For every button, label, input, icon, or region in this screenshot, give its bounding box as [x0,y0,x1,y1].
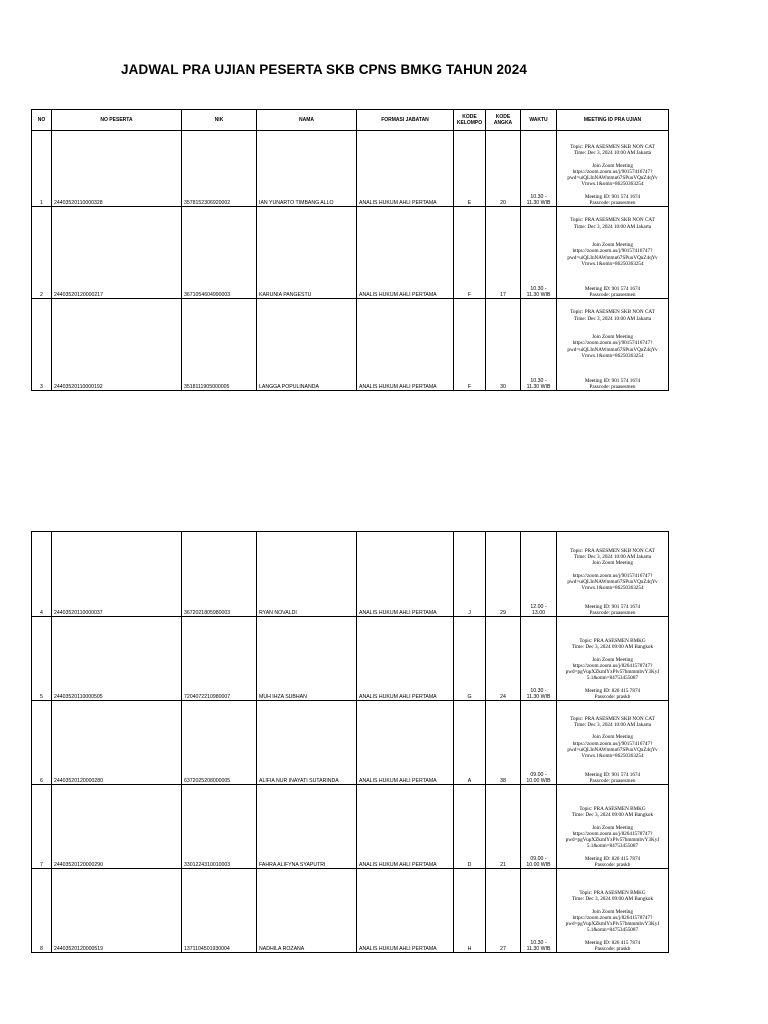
cell-nama: ALIFIA NUR INAYATI SUTARINDA [257,701,357,785]
cell-waktu: 10.30 - 11.30 WIB [521,617,557,701]
header-kode-angka: KODE ANGKA [486,110,521,131]
cell-nik: 6372025208000005 [182,701,257,785]
cell-nik: 3672021805980003 [182,532,257,617]
cell-no-peserta: 24403520120000280 [52,701,182,785]
cell-no-peserta: 24403520110000328 [52,131,182,207]
cell-nik: 7204072210980007 [182,617,257,701]
header-meeting: MEETING ID PRA UJIAN [557,110,669,131]
cell-nik: 3671054604990003 [182,207,257,299]
cell-angka: 17 [486,207,521,299]
cell-waktu: 10.30 - 11.30 WIB [521,869,557,953]
table-header-row [32,110,669,131]
cell-no-peserta: 24403520110000192 [52,299,182,391]
cell-kelompok: E [454,131,486,207]
cell-meeting: Topic: PRA ASESMEN BMKG Time: Dec 3, 2024 09:00 AM Bangkok Join Zoom Meeting https://zoom.zoom.us/j/82641578747? pwd=pgVupXZkmlYxPlv57bmmmbvY3KyJ 5.1&omn=84753455087 Meeting ID: 826 415 7874 Passcode: praskb [557,869,669,953]
table-row [32,701,669,785]
cell-no: 2 [32,207,52,299]
cell-kelompok: F [454,299,486,391]
cell-meeting: Topic: PRA ASESMEN SKB NON CAT Time: Dec 3, 2024 10:00 AM Jakarta Join Zoom Meeting https://zoom.zoom.us/j/90157416747? pwd=uiQLInNAWmmu67SPuuVQuZ4qYv Vmws.1&omn=86250363254 Meeting ID: 901 574 1674 Passcode: praasesmen [557,532,669,617]
cell-waktu: 10.30 - 11.30 WIB [521,299,557,391]
cell-no: 1 [32,131,52,207]
cell-angka: 21 [486,785,521,869]
cell-meeting: Topic: PRA ASESMEN SKB NON CAT Time: Dec 3, 2024 10:00 AM Jakarta Join Zoom Meeting https://zoom.zoom.us/j/90157416747? pwd=uiQLInNAWmmu67SPuuVQuZ4qYv Vmws.1&omn=86250363254 Meeting ID: 901 574 1674 Passcode: praasesmen [557,131,669,207]
cell-no: 3 [32,299,52,391]
cell-meeting: Topic: PRA ASESMEN BMKG Time: Dec 3, 2024 09:00 AM Bangkok Join Zoom Meeting https://zoom.zoom.us/j/82641578747? pwd=pgVupXZkmlYxPlv57bmmmbvY3KyJ 5.1&omn=84753455087 Meeting ID: 826 415 7874 Passcode: praskb [557,617,669,701]
cell-waktu: 10.30 - 11.30 WIB [521,131,557,207]
cell-formasi: ANALIS HUKUM AHLI PERTAMA [357,785,454,869]
cell-nama: KARUNIA PANGESTU [257,207,357,299]
cell-nik: 3578152306920002 [182,131,257,207]
cell-kelompok: G [454,617,486,701]
schedule-table-part-1 [31,109,669,391]
cell-nik: 1371104501930004 [182,869,257,953]
cell-meeting: Topic: PRA ASESMEN BMKG Time: Dec 3, 2024 09:00 AM Bangkok Join Zoom Meeting https://zoom.zoom.us/j/82641578747? pwd=pgVupXZkmlYxPlv57bmmmbvY3KyJ 5.1&omn=84753455087 Meeting ID: 826 415 7874 Passcode: praskb [557,785,669,869]
cell-formasi: ANALIS HUKUM AHLI PERTAMA [357,701,454,785]
cell-kelompok: F [454,207,486,299]
cell-meeting: Topic: PRA ASESMEN SKB NON CAT Time: Dec 3, 2024 10:00 AM Jakarta Join Zoom Meeting https://zoom.zoom.us/j/90157416747? pwd=uiQLInNAWmmu67SPuuVQuZ4qYv Vmws.1&omn=86250363254 Meeting ID: 901 574 1674 Passcode: praasesmen [557,207,669,299]
cell-formasi: ANALIS HUKUM AHLI PERTAMA [357,131,454,207]
table-row [32,785,669,869]
cell-kelompok: A [454,701,486,785]
cell-nik: 3301224310010003 [182,785,257,869]
cell-waktu: 12.00 - 13.00 [521,532,557,617]
cell-no: 7 [32,785,52,869]
table-row [32,532,669,617]
cell-nama: NADHILA ROZANA [257,869,357,953]
cell-kelompok: D [454,785,486,869]
cell-kelompok: J [454,532,486,617]
cell-nama: MUH IHZA SUBHAN [257,617,357,701]
cell-meeting: Topic: PRA ASESMEN SKB NON CAT Time: Dec 3, 2024 10:00 AM Jakarta Join Zoom Meeting https://zoom.zoom.us/j/90157416747? pwd=uiQLInNAWmmu67SPuuVQuZ4qYv Vmws.1&omn=86250363254 Meeting ID: 901 574 1674 Passcode: praasesmen [557,701,669,785]
cell-waktu: 09.00 - 10.00 WIB [521,785,557,869]
table-row [32,617,669,701]
cell-formasi: ANALIS HUKUM AHLI PERTAMA [357,207,454,299]
cell-no-peserta: 24403520110000505 [52,617,182,701]
cell-no: 6 [32,701,52,785]
cell-waktu: 10.30 - 11.30 WIB [521,207,557,299]
table-row [32,299,669,391]
cell-angka: 24 [486,617,521,701]
table-row [32,207,669,299]
cell-no: 8 [32,869,52,953]
cell-no-peserta: 24403520120000290 [52,785,182,869]
table-row [32,869,669,953]
cell-nik: 3518111905000005 [182,299,257,391]
schedule-table-part-2 [31,531,669,953]
cell-angka: 27 [486,869,521,953]
cell-no-peserta: 24403520110000037 [52,532,182,617]
cell-angka: 20 [486,131,521,207]
cell-formasi: ANALIS HUKUM AHLI PERTAMA [357,532,454,617]
cell-no-peserta: 24403520120000217 [52,207,182,299]
cell-nama: IAN YUNARTO TIMBANG ALLO [257,131,357,207]
cell-angka: 29 [486,532,521,617]
header-waktu: WAKTU [521,110,557,131]
page-title: JADWAL PRA UJIAN PESERTA SKB CPNS BMKG TAHUN 2024 [121,62,527,77]
table-row [32,131,669,207]
cell-formasi: ANALIS HUKUM AHLI PERTAMA [357,617,454,701]
cell-no: 5 [32,617,52,701]
cell-meeting: Topic: PRA ASESMEN SKB NON CAT Time: Dec 3, 2024 10:00 AM Jakarta Join Zoom Meeting https://zoom.zoom.us/j/90157416747? pwd=uiQLInNAWmmu67SPuuVQuZ4qYv Vmws.1&omn=86250363254 Meeting ID: 901 574 1674 Passcode: praasesmen [557,299,669,391]
header-formasi: FORMASI JABATAN [357,110,454,131]
cell-formasi: ANALIS HUKUM AHLI PERTAMA [357,299,454,391]
header-no: NO [32,110,52,131]
header-no-peserta: NO PESERTA [52,110,182,131]
cell-no-peserta: 24403520120000519 [52,869,182,953]
header-nama: NAMA [257,110,357,131]
cell-angka: 38 [486,701,521,785]
cell-nama: LANGGA POPULINANDA [257,299,357,391]
cell-nama: RYAN NOVALDI [257,532,357,617]
header-nik: NIK [182,110,257,131]
cell-formasi: ANALIS HUKUM AHLI PERTAMA [357,869,454,953]
cell-angka: 30 [486,299,521,391]
cell-kelompok: H [454,869,486,953]
header-kode-kelompo: KODE KELOMPO [454,110,486,131]
cell-nama: FAHRA ALIFYNA SYAPUTRI [257,785,357,869]
cell-no: 4 [32,532,52,617]
cell-waktu: 09.00 - 10.00 WIB [521,701,557,785]
